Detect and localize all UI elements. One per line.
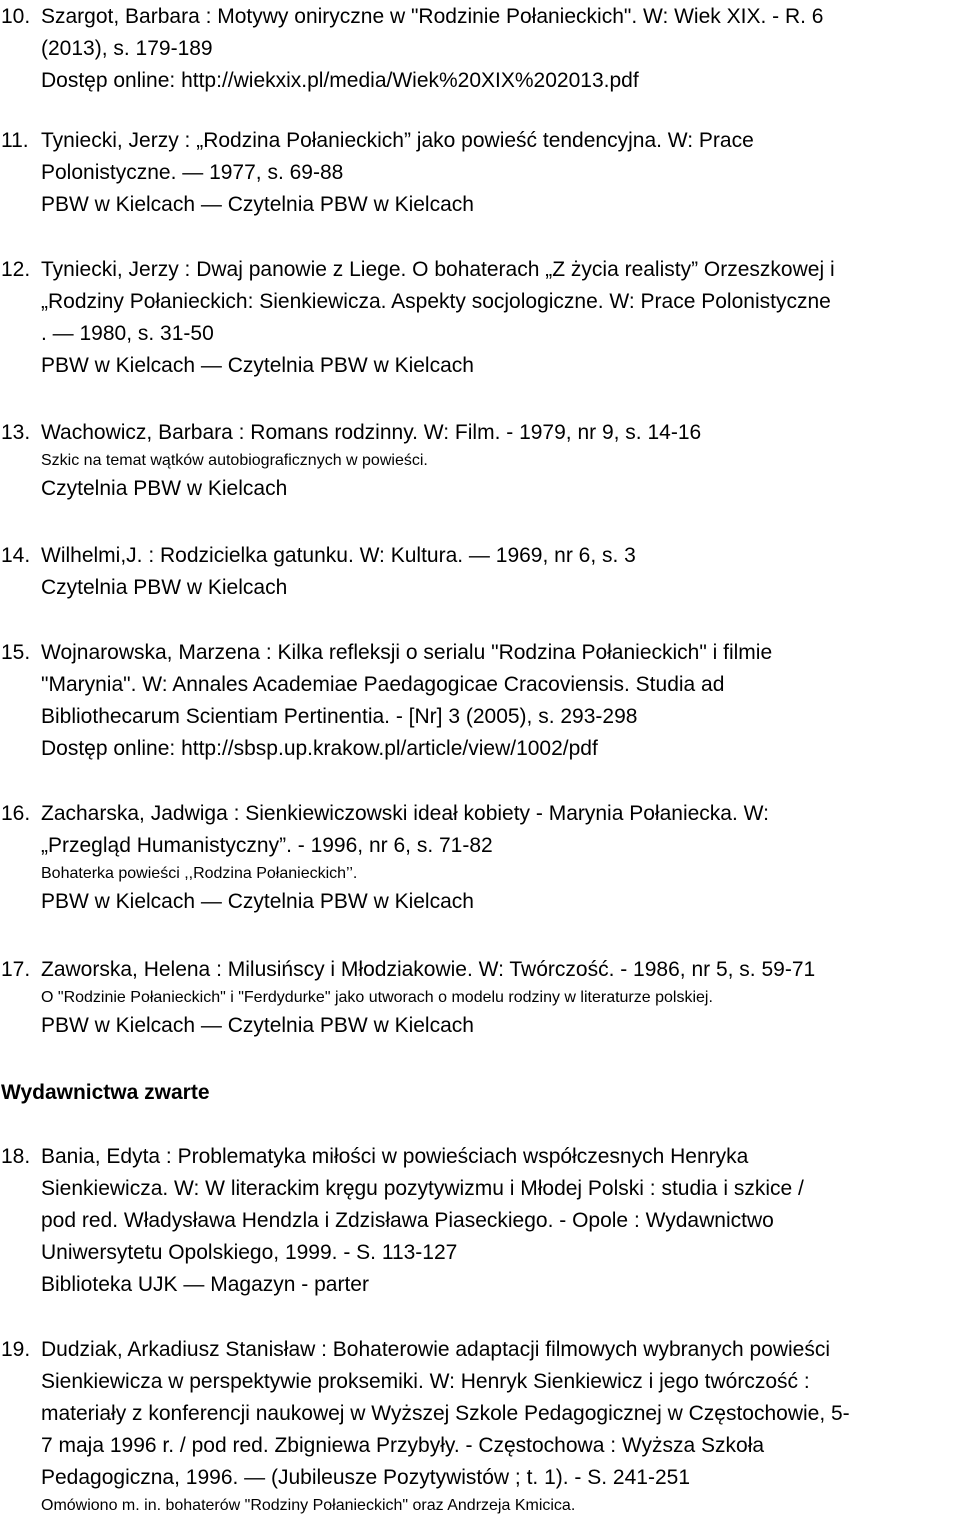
entry-note: Szkic na temat wątków autobiograficznych w powieści.: [41, 452, 428, 469]
entry-text: 7 maja 1996 r. / pod red. Zbigniewa Przybyły. - Częstochowa : Wyższa Szkoła: [41, 1434, 765, 1457]
entry-text: Sienkiewicza w perspektywie proksemiki. W: Henryk Sienkiewicz i jego twórczość :: [41, 1370, 810, 1393]
entry-first-line: [0, 954, 958, 986]
library-location: PBW w Kielcach — Czytelnia PBW w Kielcach: [41, 890, 474, 913]
entry-text: Dudziak, Arkadiusz Stanisław : Bohaterowie adaptacji filmowych wybranych powieści: [41, 1338, 831, 1361]
entry-number: 13.: [1, 421, 31, 444]
bibliography-entry-13: [0, 417, 958, 505]
entry-text: Bania, Edyta : Problematyka miłości w powieściach współczesnych Henryka: [41, 1145, 749, 1168]
entry-number: 10.: [1, 5, 31, 28]
entry-first-line: [0, 1141, 958, 1173]
bibliography-entry-14: [0, 540, 958, 604]
entry-number: 17.: [1, 958, 31, 981]
entry-text: "Marynia". W: Annales Academiae Paedagogicae Cracoviensis. Studia ad: [41, 673, 725, 696]
entry-text: Polonistyczne. — 1977, s. 69-88: [41, 161, 344, 184]
library-location: Czytelnia PBW w Kielcach: [41, 576, 288, 599]
entry-number: 12.: [1, 258, 31, 281]
library-location: PBW w Kielcach — Czytelnia PBW w Kielcach: [41, 1014, 474, 1037]
bibliography-entry-11: [0, 125, 958, 221]
entry-first-line: [0, 125, 958, 157]
entry-text: Zaworska, Helena : Milusińscy i Młodziakowie. W: Twórczość. - 1986, nr 5, s. 59-71: [41, 958, 816, 981]
bibliography-entry-16: [0, 798, 958, 918]
bibliography-entry-17: [0, 954, 958, 1042]
online-access-link[interactable]: Dostęp online: http://sbsp.up.krakow.pl/article/view/1002/pdf: [41, 737, 598, 760]
library-location: Czytelnia PBW w Kielcach: [41, 477, 288, 500]
bibliography-entry-15: [0, 637, 958, 765]
entry-first-line: [0, 540, 958, 572]
entry-text: pod red. Władysława Hendzla i Zdzisława Piaseckiego. - Opole : Wydawnictwo: [41, 1209, 774, 1232]
entry-number: 15.: [1, 641, 31, 664]
entry-number: 11.: [1, 129, 29, 152]
entry-text: Wojnarowska, Marzena : Kilka refleksji o serialu "Rodzina Połanieckich" i filmie: [41, 641, 773, 664]
entry-first-line: [0, 254, 958, 286]
entry-text: Tyniecki, Jerzy : „Rodzina Połanieckich” jako powieść tendencyjna. W: Prace: [41, 129, 754, 152]
bibliography-entry-18: [0, 1141, 958, 1301]
entry-text: „Rodziny Połanieckich: Sienkiewicza. Aspekty socjologiczne. W: Prace Polonistyczne: [41, 290, 831, 313]
entry-note: O "Rodzinie Połanieckich" i "Ferdydurke" jako utworach o modelu rodziny w literaturze polskiej.: [41, 989, 713, 1006]
entry-text: materiały z konferencji naukowej w Wyższej Szkole Pedagogicznej w Częstochowie, 5-: [41, 1402, 850, 1425]
entry-first-line: [0, 417, 958, 449]
library-location: PBW w Kielcach — Czytelnia PBW w Kielcach: [41, 354, 474, 377]
entry-text: Wilhelmi,J. : Rodzicielka gatunku. W: Kultura. — 1969, nr 6, s. 3: [41, 544, 636, 567]
bibliography-entry-10: [0, 1, 958, 97]
entry-note: Omówiono m. in. bohaterów "Rodziny Połanieckich" oraz Andrzeja Kmicica.: [41, 1497, 576, 1514]
entry-number: 18.: [1, 1145, 31, 1168]
entry-first-line: [0, 1334, 958, 1366]
entry-text: Bibliothecarum Scientiam Pertinentia. - [Nr] 3 (2005), s. 293-298: [41, 705, 638, 728]
entry-text: Zacharska, Jadwiga : Sienkiewiczowski ideał kobiety - Marynia Połaniecka. W:: [41, 802, 769, 825]
online-access-link[interactable]: Dostęp online: http://wiekxix.pl/media/Wiek%20XIX%202013.pdf: [41, 69, 639, 92]
entry-text: . — 1980, s. 31-50: [41, 322, 214, 345]
entry-text: Uniwersytetu Opolskiego, 1999. - S. 113-127: [41, 1241, 458, 1264]
bibliography-entry-19: [0, 1334, 958, 1518]
library-location: Biblioteka UJK — Magazyn - parter: [41, 1273, 369, 1296]
entry-text: (2013), s. 179-189: [41, 37, 213, 60]
entry-text: Wachowicz, Barbara : Romans rodzinny. W: Film. - 1979, nr 9, s. 14-16: [41, 421, 702, 444]
entry-number: 19.: [1, 1338, 31, 1361]
entry-number: 14.: [1, 544, 31, 567]
entry-text: Szargot, Barbara : Motywy oniryczne w "Rodzinie Połanieckich". W: Wiek XIX. - R. 6: [41, 5, 824, 28]
bibliography-entry-12: [0, 254, 958, 382]
entry-text: „Przegląd Humanistyczny”. - 1996, nr 6, s. 71-82: [41, 834, 493, 857]
section-heading: Wydawnictwa zwarte: [1, 1081, 210, 1104]
entry-note: Bohaterka powieści ,,Rodzina Połanieckich’’.: [41, 865, 358, 882]
entry-number: 16.: [1, 802, 31, 825]
entry-text: Tyniecki, Jerzy : Dwaj panowie z Liege. O bohaterach „Z życia realisty” Orzeszkowej i: [41, 258, 835, 281]
entry-first-line: [0, 637, 958, 669]
entry-first-line: [0, 798, 958, 830]
entry-first-line: [0, 1, 958, 33]
library-location: PBW w Kielcach — Czytelnia PBW w Kielcach: [41, 193, 474, 216]
entry-text: Sienkiewicza. W: W literackim kręgu pozytywizmu i Młodej Polski : studia i szkice /: [41, 1177, 804, 1200]
entry-text: Pedagogiczna, 1996. — (Jubileusze Pozytywistów ; t. 1). - S. 241-251: [41, 1466, 691, 1489]
